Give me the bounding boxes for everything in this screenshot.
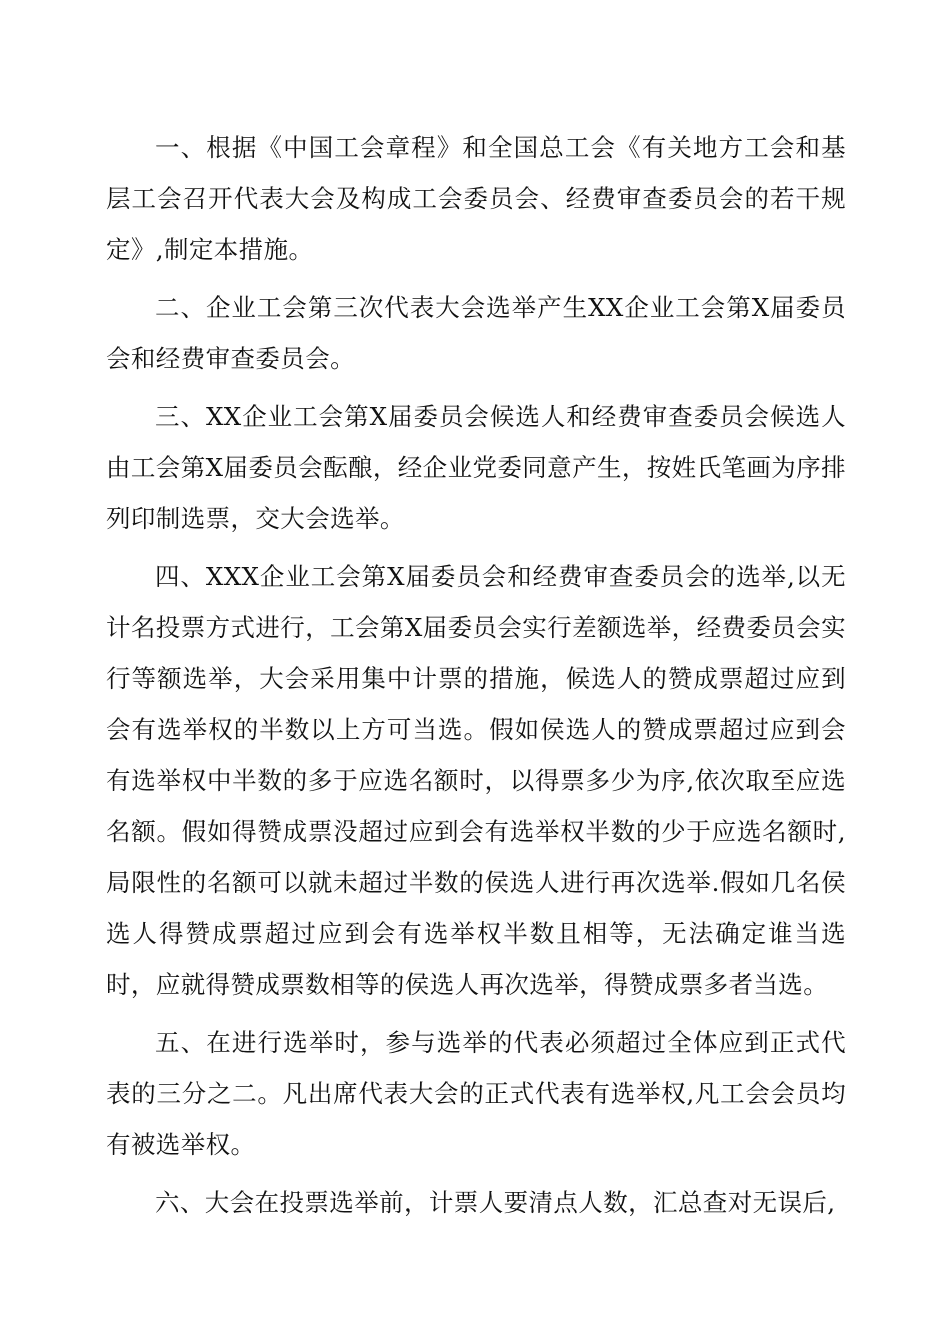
paragraph-2: 二、企业工会第三次代表大会选举产生XX企业工会第X届委员会和经费审查委员会。: [106, 293, 846, 373]
paragraph-4: 四、XXX企业工会第X届委员会和经费审查委员会的选举,以无计名投票方式进行，工会第X届委员会实行差额选举，经费委员会实行等额选举，大会采用集中计票的措施，候选人的赞成票超过应到会有选举权的半数以上方可当选。假如侯选人的赞成票超过应到会有选举权中半数的多于应选名额时，以得票多少为序,依次取至应选名额。假如得赞成票没超过应到会有选举权半数的少于应选名额时,局限性的名额可以就未超过半数的侯选人进行再次选举.假如几名侯选人得赞成票超过应到会有选举权半数且相等，无法确定谁当选时，应就得赞成票数相等的侯选人再次选举，得赞成票多者当选。: [106, 562, 846, 999]
document-body: [106, 122, 846, 1235]
paragraph-6: 六、大会在投票选举前，计票人要清点人数，汇总查对无误后,: [155, 1188, 836, 1217]
paragraph-1: 一、根据《中国工会章程》和全国总工会《有关地方工会和基层工会召开代表大会及构成工会委员会、经费审查委员会的若干规定》,制定本措施。: [106, 133, 846, 264]
paragraph-3: 三、XX企业工会第X届委员会候选人和经费审查委员会候选人由工会第X届委员会酝酿，经企业党委同意产生，按姓氏笔画为序排列印制选票，交大会选举。: [106, 402, 846, 533]
paragraph-5: 五、在进行选举时，参与选举的代表必须超过全体应到正式代表的三分之二。凡出席代表大会的正式代表有选举权,凡工会会员均有被选举权。: [106, 1028, 846, 1159]
